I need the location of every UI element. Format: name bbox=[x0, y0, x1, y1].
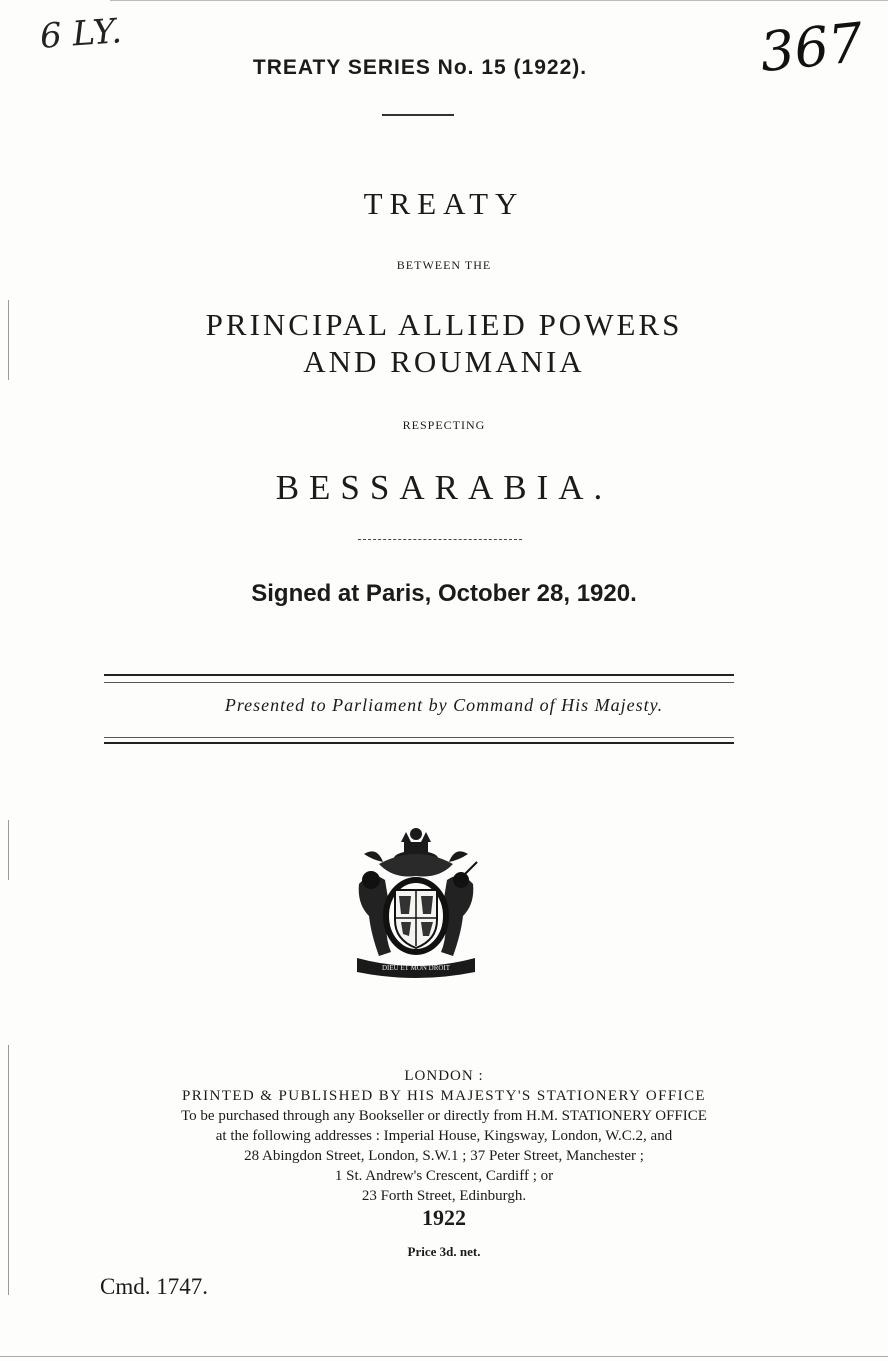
handwritten-page-number: 367 bbox=[756, 10, 867, 85]
publication-year: 1922 bbox=[422, 1205, 466, 1230]
imprint-printed-by: PRINTED & PUBLISHED BY HIS MAJESTY'S STATIONERY OFFICE bbox=[182, 1088, 706, 1104]
imprint-line: at the following addresses : Imperial House, Kingsway, London, W.C.2, and bbox=[215, 1128, 673, 1144]
signed-statement: Signed at Paris, October 28, 1920. bbox=[251, 580, 637, 607]
handwritten-annotation-top-left: 6 LY. bbox=[38, 11, 124, 57]
imprint-line: 23 Forth Street, Edinburgh. bbox=[361, 1188, 527, 1204]
publisher-imprint bbox=[0, 1066, 888, 1206]
header-divider bbox=[382, 114, 454, 116]
imprint-line: 28 Abingdon Street, London, S.W.1 ; 37 Peter Street, Manchester ; bbox=[244, 1148, 644, 1164]
rule-top-thin bbox=[104, 682, 734, 683]
scan-edge-mark bbox=[0, 1356, 888, 1357]
rule-bottom-thin bbox=[104, 737, 734, 738]
presented-to-parliament: Presented to Parliament by Command of His Majesty. bbox=[224, 695, 664, 715]
price-label: Price 3d. net. bbox=[407, 1244, 481, 1259]
parties-line-2: AND ROUMANIA bbox=[303, 344, 585, 379]
command-paper-number: Cmd. 1747. bbox=[100, 1274, 208, 1299]
parties-line-1: PRINCIPAL ALLIED POWERS bbox=[205, 307, 683, 342]
title-divider bbox=[358, 539, 522, 540]
document-title: TREATY bbox=[363, 186, 525, 221]
imprint-line: To be purchased through any Bookseller or directly from H.M. STATIONERY OFFICE bbox=[181, 1108, 707, 1124]
imprint-city: LONDON : bbox=[404, 1068, 484, 1084]
scan-edge-mark bbox=[8, 820, 9, 880]
rule-bottom-thick bbox=[104, 742, 734, 744]
treaty-series-heading: TREATY SERIES No. 15 (1922). bbox=[252, 56, 588, 79]
between-label: BETWEEN THE bbox=[396, 258, 492, 272]
royal-coat-of-arms-icon bbox=[349, 824, 483, 978]
subject-title: BESSARABIA. bbox=[275, 468, 613, 507]
rule-top-thick bbox=[104, 674, 734, 676]
motto-text: DIEU ET MON DROIT bbox=[381, 964, 451, 972]
respecting-label: RESPECTING bbox=[402, 418, 486, 432]
imprint-line: 1 St. Andrew's Crescent, Cardiff ; or bbox=[334, 1168, 554, 1184]
scan-edge-mark bbox=[110, 0, 888, 1]
